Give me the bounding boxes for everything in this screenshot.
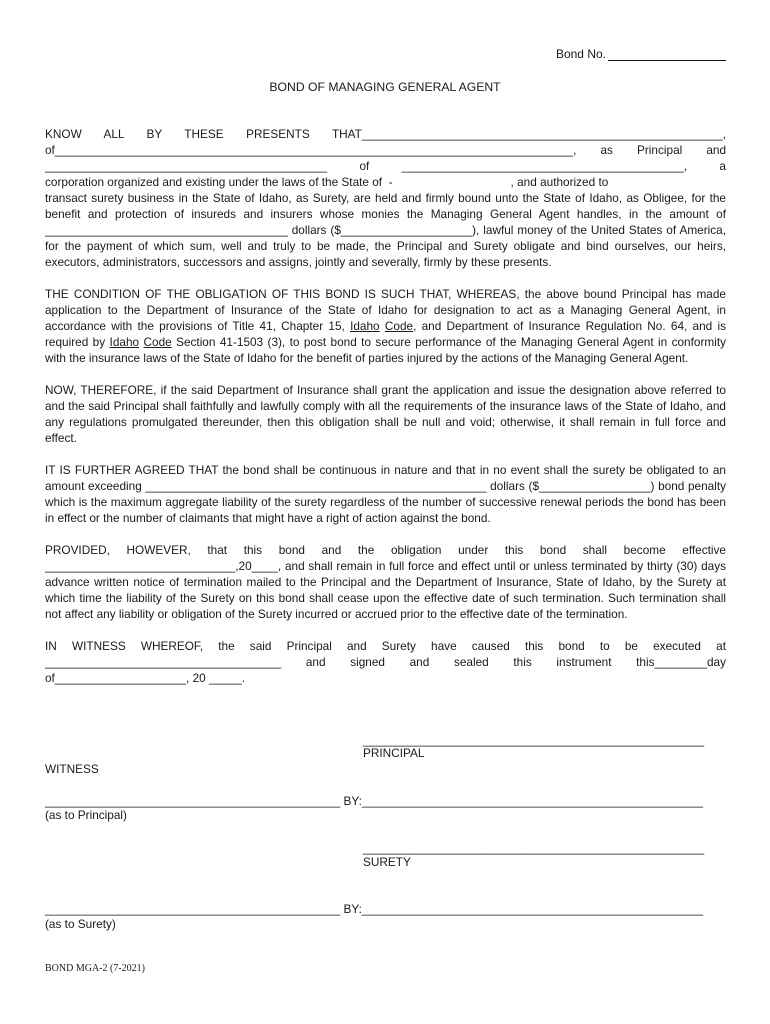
in-witness-line-1: IN WITNESS WHEREOF, the said Principal and Surety have caused this bond to be executed at [45, 639, 726, 653]
as-to-principal-label: (as to Principal) [45, 808, 127, 822]
bond-number-blank[interactable] [608, 48, 726, 61]
form-identifier: BOND MGA-2 (7-2021) [45, 963, 145, 974]
witness-label: WITNESS [45, 762, 99, 776]
paragraph-know-all [45, 126, 726, 270]
idaho-code-ref-2-idaho: Idaho [109, 335, 140, 349]
know-all-line-3: ___________________________________________ of ___________________________________________, a [45, 159, 726, 173]
paragraph-further-agreed: IT IS FURTHER AGREED THAT the bond shall be continuous in nature and that in no event shall the surety be obligated to an amount exceeding ____________________________________________________ dollars ($_________________) bond penalty which is the maximum aggregate liability of the surety regardless of the number of successive renewal periods the bond has been in effect or the number of claimants that might have a right of action against the bond. [45, 463, 726, 525]
paragraph-provided: PROVIDED, HOWEVER, that this bond and the obligation under this bond shall become effective _____________________________,20____, and shall remain in full force and effect until or unless terminated by thirty (30) days advance written notice of termination mailed to the Principal and the Department of Insurance, State of Idaho, by the Surety at which time the liability of the Surety on this bond shall cease upon the effective date of such termination. Such termination shall not affect any liability or obligation of the Surety incurred or accrued prior to the effective date of the termination. [45, 543, 726, 621]
know-all-line-2: of_______________________________________________________________________________, as Principal and [45, 143, 726, 157]
idaho-code-ref-2-code: Code [143, 335, 172, 349]
bond-body [45, 126, 726, 702]
paragraph-condition [45, 286, 726, 366]
know-all-line-4: corporation organized and existing under the laws of the State of - , and authorized to [45, 175, 609, 189]
condition-text-b: , and Department of Insurance Regulation No. 64, and is required by [45, 319, 727, 349]
document-title: BOND OF MANAGING GENERAL AGENT [269, 80, 501, 94]
principal-signature-line[interactable]: ____________________________________________________ [363, 733, 705, 747]
surety-signature-line[interactable]: ____________________________________________________ [363, 841, 705, 855]
condition-text-a: THE CONDITION OF THE OBLIGATION OF THIS BOND IS SUCH THAT, WHEREAS, the above bound Principal has made application to the Department of Insurance of the State of Idaho for designation to act as a Managing General Agent, in accordance with the provisions of Title 41, Chapter 15, [45, 287, 726, 333]
bond-number-field[interactable] [520, 47, 726, 61]
know-all-line-1: KNOW ALL BY THESE PRESENTS THAT_______________________________________________________, [45, 127, 726, 141]
bond-number-label: Bond No. [555, 47, 606, 61]
surety-witness-signature-line[interactable]: _____________________________________________ BY:____________________________________________________ [45, 902, 704, 916]
surety-label: SURETY [363, 855, 411, 869]
paragraph-now-therefore: NOW, THEREFORE, if the said Department of Insurance shall grant the application and issue the designation above referred to and the said Principal shall faithfully and lawfully comply with all the requirements of the insurance laws of the State of Idaho, and any regulations promulgated thereunder, then this obligation shall be null and void; otherwise, it shall remain in full force and effect. [45, 383, 726, 445]
idaho-code-ref-1-idaho: Idaho [350, 319, 380, 333]
in-witness-line-2: ____________________________________ and signed and sealed this instrument this________day [45, 655, 726, 669]
as-to-surety-label: (as to Surety) [45, 917, 116, 931]
paragraph-in-witness [45, 638, 726, 686]
condition-text-c: Section 41-1503 (3), to post bond to secure performance of the Managing General Agent in conformity with the insurance laws of the State of Idaho for the benefit of parties injured by the actions of the Managing General Agent. [45, 335, 727, 365]
principal-witness-signature-line[interactable]: _____________________________________________ BY:____________________________________________________ [45, 794, 704, 808]
idaho-code-ref-1-code: Code [384, 319, 414, 333]
in-witness-line-3: of____________________, 20 _____. [45, 671, 246, 685]
principal-label: PRINCIPAL [363, 746, 425, 760]
know-all-rest: transact surety business in the State of Idaho, as Surety, are held and firmly bound unto the State of Idaho, as Obligee, for the benefit and protection of insureds and insurers whose monies the Managing General Agent handles, in the amount of _____________________________________ dollars ($____________________), lawful money of the United States of America, for the payment of which sum, well and truly to be made, the Principal and Surety obligate and bind ourselves, our heirs, executors, administrators, successors and assigns, jointly and severally, firmly by these presents. [45, 191, 726, 269]
